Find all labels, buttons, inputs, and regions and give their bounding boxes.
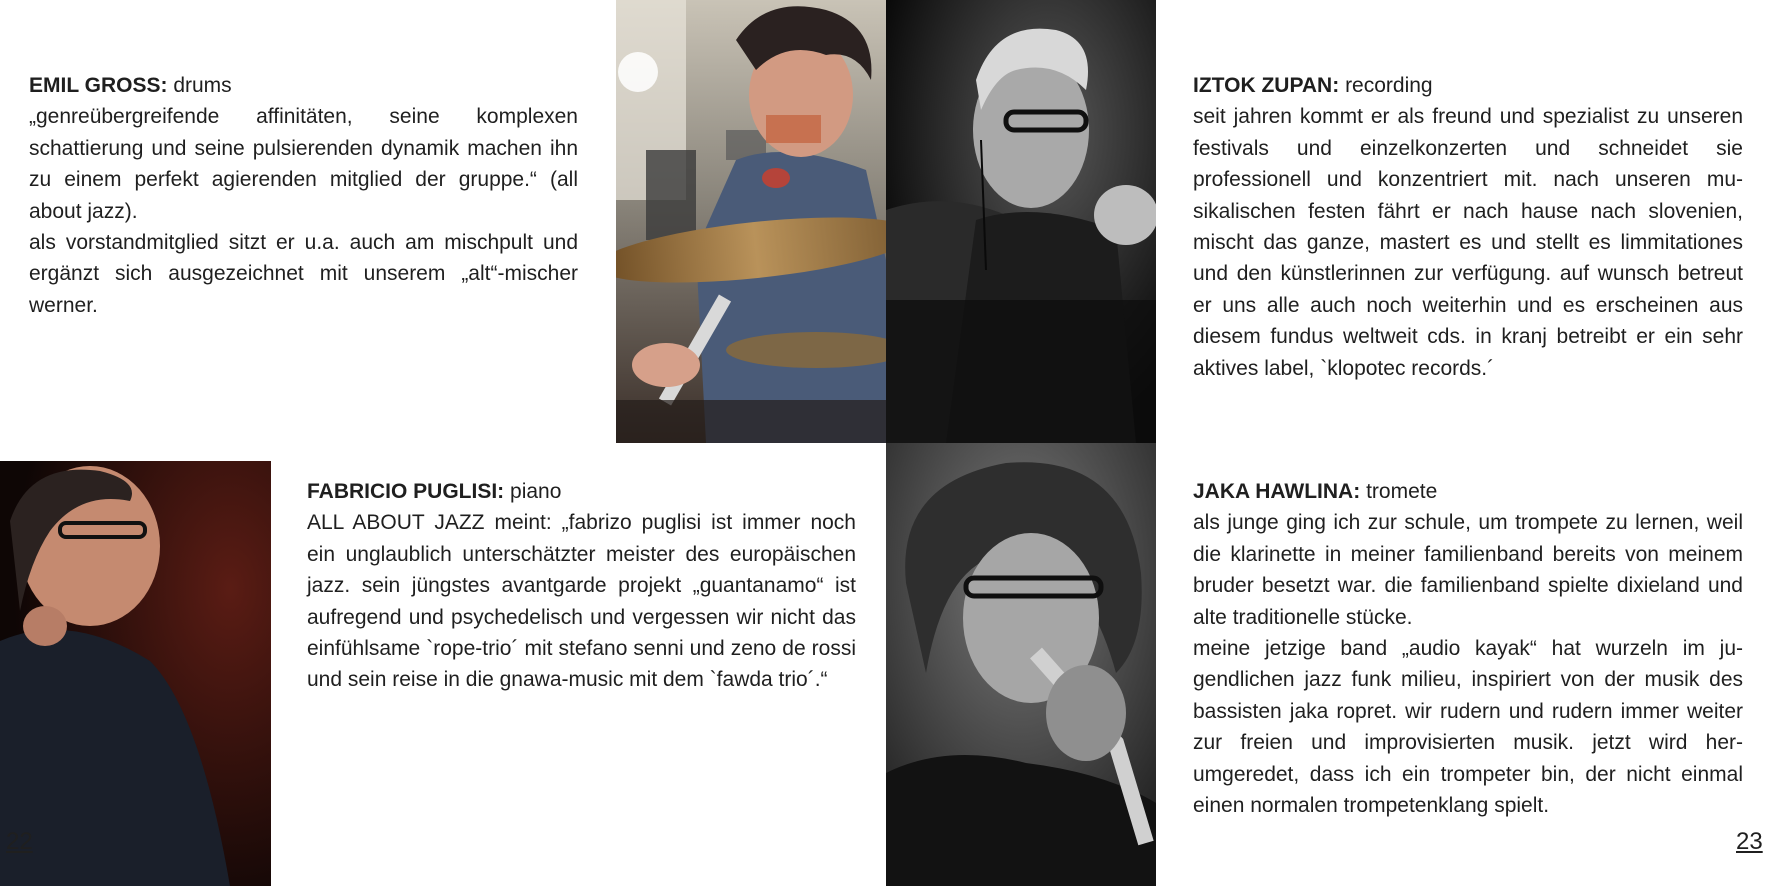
photo-fabricio-puglisi bbox=[0, 461, 271, 886]
engineer-photo-illustration bbox=[886, 0, 1156, 443]
drummer-photo-illustration bbox=[616, 0, 886, 443]
pianist-photo-illustration bbox=[0, 461, 271, 886]
bio-iztok-zupan bbox=[1193, 70, 1743, 384]
bio-heading bbox=[1193, 70, 1743, 101]
bio-jaka-hawlina bbox=[1193, 476, 1743, 821]
page-number-left: 22 bbox=[6, 828, 33, 855]
bio-paragraph: als vorstandmitglied sitzt er u.a. auch am mischpult und ergänzt sich ausgezeichnet mit unserem „alt“-mischer werner. bbox=[29, 231, 578, 317]
musician-name: JAKA HAWLINA: bbox=[1193, 480, 1361, 503]
photo-iztok-zupan bbox=[886, 0, 1156, 443]
bio-paragraph: „genreübergreifende affinitäten, seine komplexen schattierung und seine pulsierenden dynamik machen ihn zu einem perfekt agierenden mitglied der gruppe.“ (all about jazz). bbox=[29, 105, 578, 223]
bio-paragraph: seit jahren kommt er als freund und spezialist zu unseren festivals und einzelkonzerten und schneidet sie professionell und konzentriert mit. nach unseren musikalischen festen fährt er nach hause nach slovenien, mischt das ganze, mastert es und stellt es limmitationes und den künstlerinnen zur verfügung. auf wunsch betreut er uns alle auch noch weiterhin und es erscheinen aus diesem fundus weltweit cds. in kranj betreibt er ein sehr aktives label, `klopotec records.´ bbox=[1193, 105, 1743, 380]
bio-paragraph: als junge ging ich zur schule, um trompete zu lernen, weil die klarinette in meiner familienband bereits von meinem bruder besetzt war. die familienband spielte dixieland und alte traditionelle stücke. bbox=[1193, 511, 1743, 629]
musician-role: recording bbox=[1345, 74, 1433, 97]
photo-jaka-hawlina bbox=[886, 443, 1156, 886]
musician-role: tromete bbox=[1366, 480, 1438, 503]
musician-role: drums bbox=[173, 74, 232, 97]
bio-heading bbox=[29, 70, 578, 101]
bio-heading bbox=[1193, 476, 1743, 507]
page-number-right: 23 bbox=[1736, 828, 1763, 855]
musician-role: piano bbox=[510, 480, 562, 503]
musician-name: FABRICIO PUGLISI: bbox=[307, 480, 505, 503]
musician-name: IZTOK ZUPAN: bbox=[1193, 74, 1340, 97]
bio-paragraph: ALL ABOUT JAZZ meint: „fabrizo puglisi ist immer noch ein unglaublich unterschätzter meister des europäischen jazz. sein jüngstes avantgarde projekt „guantanamo“ ist aufregend und psychedelisch und vergessen wir nicht das einfühlsame `rope-trio´ mit stefano senni und zeno de rossi und sein reise in die gnawa-music mit dem `fawda trio´.“ bbox=[307, 511, 856, 692]
musician-name: EMIL GROSS: bbox=[29, 74, 168, 97]
trumpeter-photo-illustration bbox=[886, 443, 1156, 886]
bio-fabricio-puglisi bbox=[307, 476, 856, 696]
bio-emil-gross bbox=[29, 70, 578, 321]
photo-emil-gross bbox=[616, 0, 886, 443]
bio-heading bbox=[307, 476, 856, 507]
bio-paragraph: meine jetzige band „audio kayak“ hat wurzeln im jugendlichen jazz funk milieu, inspiriert von der musik des bassisten jaka ropret. wir rudern und rudern immer weiter zur freien und improvisierten musik. jetzt wird herumgeredet, dass ich ein trompeter bin, der nicht einmal einen normalen trompetenklang spielt. bbox=[1193, 637, 1743, 818]
